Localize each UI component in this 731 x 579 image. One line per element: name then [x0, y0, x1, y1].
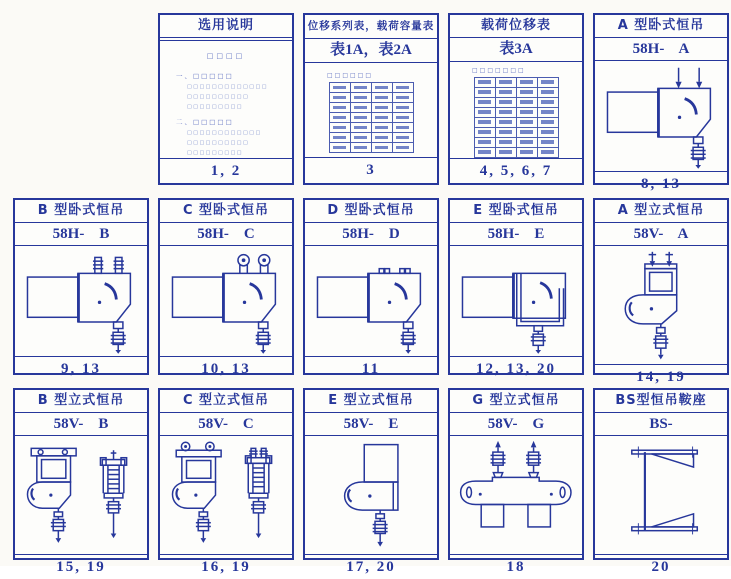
cell-content: [450, 62, 582, 158]
table-row: [474, 117, 558, 127]
cell-title: A 型立式恒吊: [595, 200, 727, 223]
type-g-vertical-hanger-drawing: [455, 439, 577, 551]
illegible-cell-text: [499, 150, 512, 154]
table-cell: [537, 77, 558, 87]
illegible-cell-text: [541, 150, 554, 154]
illegible-cell-text: [396, 126, 409, 130]
table-cell: [474, 77, 495, 87]
table-cell: [350, 143, 371, 153]
illegible-text-line: □□□□□□□□□□: [187, 94, 250, 100]
catalog-cell-displacement-series-tables: [303, 13, 439, 185]
table-cell: [537, 107, 558, 117]
table-cell: [329, 143, 350, 153]
table-cell: [329, 133, 350, 143]
illegible-cell-text: [333, 106, 346, 110]
table-row: [329, 83, 413, 93]
table-cell: [329, 113, 350, 123]
cell-content: [305, 436, 437, 554]
table-cell: [350, 133, 371, 143]
table-cell: [329, 83, 350, 93]
illegible-cell-text: [520, 90, 533, 94]
table-cell: [350, 83, 371, 93]
cell-title: E 型卧式恒吊: [450, 200, 582, 223]
cell-model-code: 58H- E: [450, 223, 582, 246]
illegible-cell-text: [478, 100, 491, 104]
illegible-cell-text: [478, 120, 491, 124]
table-row: [474, 137, 558, 147]
illegible-cell-text: [478, 90, 491, 94]
illegible-cell-text: [520, 100, 533, 104]
table-cell: [474, 137, 495, 147]
table-cell: [329, 103, 350, 113]
cell-model-code: 58H- D: [305, 223, 437, 246]
cell-model-code: 58H- A: [595, 38, 727, 61]
illegible-cell-text: [375, 86, 388, 90]
illegible-cell-text: [541, 120, 554, 124]
cell-title: A 型卧式恒吊: [595, 15, 727, 38]
illegible-cell-text: [499, 90, 512, 94]
cell-model-code: 表3A: [450, 38, 582, 61]
cell-page-numbers: 3: [305, 157, 437, 183]
illegible-cell-text: [478, 110, 491, 114]
catalog-cell-bs-hanger-saddle: [593, 388, 729, 576]
illegible-cell-text: [354, 116, 367, 120]
table-cell: [495, 127, 516, 137]
catalog-cell-type-b-horizontal-hanger: [13, 198, 149, 378]
cell-model-code: 58H- B: [15, 223, 147, 246]
illegible-text-line: □□□□□□□□□: [187, 149, 244, 156]
table-row: [329, 113, 413, 123]
illegible-cell-text: [499, 80, 512, 84]
cell-title: C 型卧式恒吊: [160, 200, 292, 223]
table-row: [329, 103, 413, 113]
illegible-cell-text: [499, 140, 512, 144]
cell-page-numbers: 18: [450, 554, 582, 579]
cell-content: [15, 436, 147, 554]
illegible-cell-text: [396, 136, 409, 140]
illegible-cell-text: [499, 110, 512, 114]
illegible-cell-text: [333, 126, 346, 130]
catalog-cell-type-b-vertical-hanger: [13, 388, 149, 576]
table-cell: [474, 87, 495, 97]
illegible-text-line: □□□□□□□□□□□□: [187, 129, 262, 136]
table-row: [474, 127, 558, 137]
illegible-cell-text: [354, 146, 367, 150]
table-cell: [537, 147, 558, 157]
illegible-text-line: 二、□□□□□: [176, 117, 234, 126]
table-cell: [516, 147, 537, 157]
illegible-cell-text: [520, 120, 533, 124]
table-cell: [516, 137, 537, 147]
cell-content: [160, 246, 292, 356]
type-b-horizontal-hanger-drawing: [20, 249, 142, 354]
cell-title: C 型立式恒吊: [160, 390, 292, 413]
table-cell: [495, 147, 516, 157]
illegible-table-caption: □□□□□□□: [472, 66, 526, 74]
illegible-cell-text: [354, 136, 367, 140]
table-cell: [392, 83, 413, 93]
mini-data-table: [329, 82, 414, 153]
table-cell: [350, 123, 371, 133]
cell-title: BS型恒吊鞍座: [595, 390, 727, 413]
type-d-horizontal-hanger-drawing: [310, 249, 432, 354]
table-cell: [516, 107, 537, 117]
table-cell: [392, 93, 413, 103]
table-cell: [392, 103, 413, 113]
type-e-vertical-hanger-drawing: [310, 439, 432, 551]
table-cell: [537, 127, 558, 137]
cell-page-numbers: 15, 19: [15, 554, 147, 579]
illegible-cell-text: [520, 80, 533, 84]
table-cell: [537, 87, 558, 97]
illegible-table-caption: □□□□□□: [327, 72, 374, 79]
catalog-cell-type-e-horizontal-hanger: [448, 198, 584, 378]
cell-page-numbers: 10, 13: [160, 356, 292, 381]
illegible-cell-text: [354, 106, 367, 110]
illegible-cell-text: [396, 106, 409, 110]
illegible-cell-text: [499, 130, 512, 134]
table-cell: [329, 123, 350, 133]
table-cell: [371, 83, 392, 93]
illegible-cell-text: [333, 136, 346, 140]
table-cell: [350, 103, 371, 113]
table-cell: [371, 133, 392, 143]
illegible-cell-text: [520, 150, 533, 154]
table-cell: [495, 137, 516, 147]
table-cell: [516, 97, 537, 107]
table-cell: [474, 107, 495, 117]
table-row: [474, 87, 558, 97]
cell-title: D 型卧式恒吊: [305, 200, 437, 223]
illegible-cell-text: [520, 130, 533, 134]
cell-page-numbers: 1, 2: [160, 158, 292, 183]
table-cell: [474, 117, 495, 127]
cell-content: [450, 246, 582, 356]
cell-content: [15, 246, 147, 356]
cell-page-numbers: 4, 5, 6, 7: [450, 158, 582, 183]
illegible-text-line: □□□□□□□□□: [187, 104, 244, 110]
illegible-cell-text: [354, 96, 367, 100]
table-cell: [371, 93, 392, 103]
table-cell: [495, 77, 516, 87]
cell-model-code: 58V- A: [595, 223, 727, 246]
table-cell: [537, 137, 558, 147]
cell-title: B 型卧式恒吊: [15, 200, 147, 223]
cell-page-numbers: 16, 19: [160, 554, 292, 579]
table-row: [474, 107, 558, 117]
illegible-cell-text: [375, 116, 388, 120]
cell-content: [305, 63, 437, 157]
table-cell: [495, 117, 516, 127]
illegible-cell-text: [541, 80, 554, 84]
illegible-cell-text: [354, 126, 367, 130]
illegible-text-line: 一、□□□□□: [176, 72, 234, 80]
table-cell: [516, 77, 537, 87]
cell-title: B 型立式恒吊: [15, 390, 147, 413]
table-cell: [350, 113, 371, 123]
table-cell: [474, 147, 495, 157]
type-a-vertical-hanger-drawing: [600, 249, 722, 361]
cell-content: [160, 436, 292, 554]
illegible-cell-text: [333, 86, 346, 90]
cell-page-numbers: 8, 13: [595, 171, 727, 196]
illegible-cell-text: [478, 80, 491, 84]
cell-page-numbers: 20: [595, 554, 727, 579]
table-row: [474, 97, 558, 107]
catalog-cell-type-c-horizontal-hanger: [158, 198, 294, 378]
table-cell: [329, 93, 350, 103]
catalog-cell-type-c-vertical-hanger: [158, 388, 294, 576]
table-cell: [537, 97, 558, 107]
table-row: [329, 123, 413, 133]
cell-title: 位移系列表，载荷容量表: [305, 15, 437, 39]
cell-content: [450, 436, 582, 554]
table-row: [329, 143, 413, 153]
illegible-text-line: □□□□: [206, 52, 246, 60]
illegible-text-line: □□□□□□□□□□: [187, 139, 250, 146]
table-cell: [371, 103, 392, 113]
cell-model-code: 58V- C: [160, 413, 292, 436]
catalog-cell-type-g-vertical-hanger: [448, 388, 584, 576]
table-cell: [495, 87, 516, 97]
illegible-cell-text: [520, 110, 533, 114]
illegible-cell-text: [333, 116, 346, 120]
cell-model-code: 58H- C: [160, 223, 292, 246]
bs-hanger-saddle-drawing: [600, 439, 722, 551]
illegible-cell-text: [396, 116, 409, 120]
cell-content: [595, 246, 727, 364]
catalog-cell-selection-notes: [158, 13, 294, 185]
cell-title: G 型立式恒吊: [450, 390, 582, 413]
table-cell: [392, 143, 413, 153]
illegible-cell-text: [375, 126, 388, 130]
catalog-cell-type-d-horizontal-hanger: [303, 198, 439, 378]
illegible-cell-text: [375, 146, 388, 150]
table-cell: [516, 127, 537, 137]
catalog-cell-type-a-horizontal-hanger: [593, 13, 729, 193]
cell-page-numbers: 12, 13, 20: [450, 356, 582, 381]
cell-page-numbers: 14, 19: [595, 364, 727, 389]
cell-page-numbers: 17, 20: [305, 554, 437, 579]
cell-title: 选用说明: [160, 15, 292, 38]
table-cell: [392, 133, 413, 143]
cell-model-code: 表1A，表2A: [305, 39, 437, 63]
type-e-horizontal-hanger-drawing: [455, 249, 577, 354]
type-c-horizontal-hanger-drawing: [165, 249, 287, 354]
cell-model-code: BS-: [595, 413, 727, 436]
illegible-cell-text: [520, 140, 533, 144]
illegible-cell-text: [478, 130, 491, 134]
cell-page-numbers: 11: [305, 356, 437, 381]
illegible-cell-text: [375, 106, 388, 110]
table-cell: [537, 117, 558, 127]
table-row: [329, 133, 413, 143]
cell-page-numbers: 9, 13: [15, 356, 147, 381]
catalog-cell-type-e-vertical-hanger: [303, 388, 439, 576]
cell-content: [595, 61, 727, 171]
illegible-cell-text: [478, 150, 491, 154]
cell-title: E 型立式恒吊: [305, 390, 437, 413]
cell-content: [595, 436, 727, 554]
type-b-vertical-hanger-drawing: [20, 439, 142, 551]
illegible-cell-text: [396, 96, 409, 100]
illegible-cell-text: [541, 100, 554, 104]
catalog-cell-type-a-vertical-hanger: [593, 198, 729, 386]
cell-model-code: 58V- G: [450, 413, 582, 436]
table-cell: [474, 97, 495, 107]
illegible-cell-text: [396, 86, 409, 90]
table-cell: [371, 143, 392, 153]
illegible-cell-text: [333, 96, 346, 100]
cell-title: 载荷位移表: [450, 15, 582, 38]
illegible-cell-text: [541, 140, 554, 144]
illegible-cell-text: [499, 100, 512, 104]
table-row: [474, 77, 558, 87]
illegible-cell-text: [375, 136, 388, 140]
table-cell: [516, 117, 537, 127]
type-a-horizontal-hanger-drawing: [600, 64, 722, 169]
type-c-vertical-hanger-drawing: [165, 439, 287, 551]
cell-model-code: 58V- B: [15, 413, 147, 436]
table-cell: [371, 113, 392, 123]
table-cell: [392, 113, 413, 123]
table-cell: [495, 107, 516, 117]
table-cell: [350, 93, 371, 103]
table-cell: [495, 97, 516, 107]
illegible-cell-text: [499, 120, 512, 124]
illegible-cell-text: [354, 86, 367, 90]
illegible-text-line: □□□□□□□□□□□□□: [187, 84, 268, 90]
illegible-cell-text: [541, 110, 554, 114]
cell-model-code: 58V- E: [305, 413, 437, 436]
illegible-cell-text: [375, 96, 388, 100]
illegible-cell-text: [541, 130, 554, 134]
mini-data-table: [474, 77, 559, 158]
catalog-cell-load-displacement-table: [448, 13, 584, 185]
table-row: [329, 93, 413, 103]
table-cell: [371, 123, 392, 133]
table-cell: [474, 127, 495, 137]
cell-content: [305, 246, 437, 356]
illegible-cell-text: [541, 90, 554, 94]
table-cell: [392, 123, 413, 133]
table-row: [474, 147, 558, 157]
illegible-cell-text: [478, 140, 491, 144]
illegible-cell-text: [396, 146, 409, 150]
cell-content: [160, 41, 292, 158]
illegible-cell-text: [333, 146, 346, 150]
table-cell: [516, 87, 537, 97]
